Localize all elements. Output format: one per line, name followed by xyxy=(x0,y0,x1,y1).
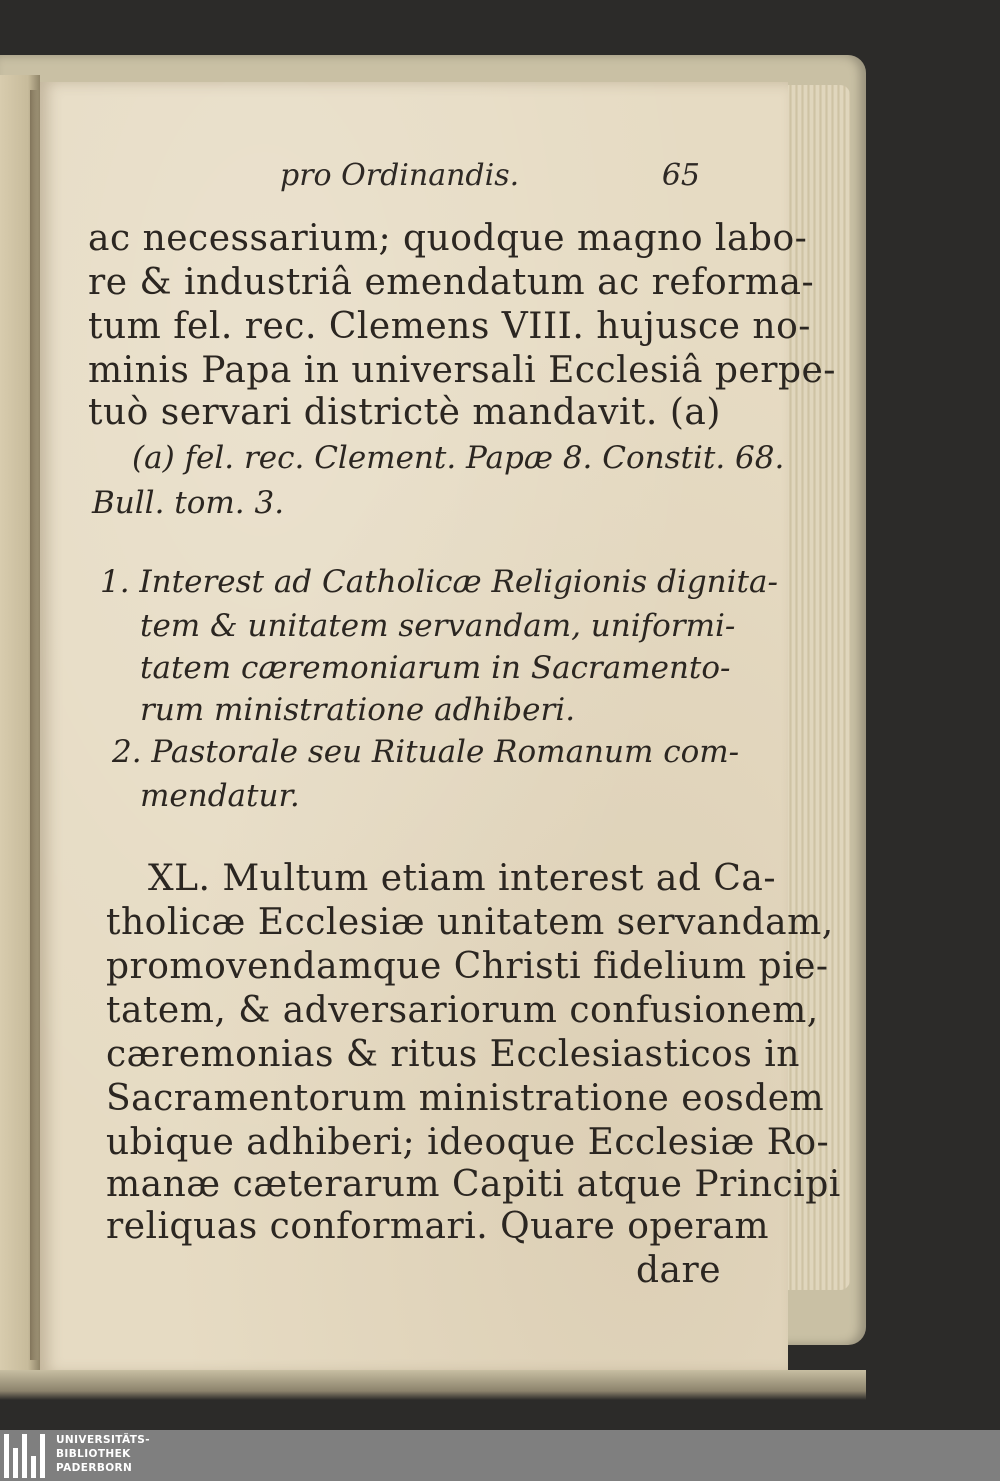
catchword: dare xyxy=(636,1250,722,1291)
summary-line: rum ministratione adhiberi. xyxy=(140,692,576,728)
section-line: reliquas conformari. Quare operam xyxy=(106,1206,770,1247)
summary-line: tem & unitatem servandam, uniformi- xyxy=(140,608,736,644)
summary-line: 1. Interest ad Catholicæ Religionis dignita- xyxy=(100,564,778,600)
page-number: 65 xyxy=(661,158,700,193)
body-line: ac necessarium; quodque magno labo- xyxy=(88,218,808,259)
body-line: tum fel. rec. Clemens VIII. hujusce no- xyxy=(88,306,811,347)
logo-line: UNIVERSITÄTS- xyxy=(56,1434,151,1446)
section-line: Sacramentorum ministratione eosdem xyxy=(106,1078,825,1119)
book-bottom-edge xyxy=(0,1370,866,1400)
summary-line: tatem cæremoniarum in Sacramento- xyxy=(140,650,731,686)
library-logo-text xyxy=(56,1433,150,1475)
section-line: manæ cæterarum Capiti atque Principi xyxy=(106,1164,841,1205)
summary-line: mendatur. xyxy=(140,778,300,814)
section-line: ubique adhiberi; ideoque Ecclesiæ Ro- xyxy=(106,1122,830,1163)
footnote-line: Bull. tom. 3. xyxy=(92,485,285,521)
body-line: minis Papa in universali Ecclesiâ perpe- xyxy=(88,350,836,391)
section-line: XL. Multum etiam interest ad Ca- xyxy=(148,858,777,899)
logo-line: BIBLIOTHEK xyxy=(56,1448,131,1460)
section-line: tatem, & adversariorum confusionem, xyxy=(106,990,819,1031)
footnote-line: (a) fel. rec. Clement. Papæ 8. Constit. 68. xyxy=(132,440,785,476)
library-footer xyxy=(0,1430,1000,1481)
logo-line: PADERBORN xyxy=(56,1462,133,1474)
summary-line: 2. Pastorale seu Rituale Romanum com- xyxy=(112,734,740,770)
body-line: re & industriâ emendatum ac reforma- xyxy=(88,262,815,303)
running-header xyxy=(280,158,700,193)
section-line: promovendamque Christi fidelium pie- xyxy=(106,946,829,987)
body-line: tuò servari districtè mandavit. (a) xyxy=(88,392,721,433)
library-logo-icon xyxy=(4,1434,46,1478)
section-line: cæremonias & ritus Ecclesiasticos in xyxy=(106,1034,800,1075)
running-title: pro Ordinandis. xyxy=(280,158,520,193)
section-line: tholicæ Ecclesiæ unitatem servandam, xyxy=(106,902,834,943)
gutter-shadow xyxy=(30,90,38,1360)
